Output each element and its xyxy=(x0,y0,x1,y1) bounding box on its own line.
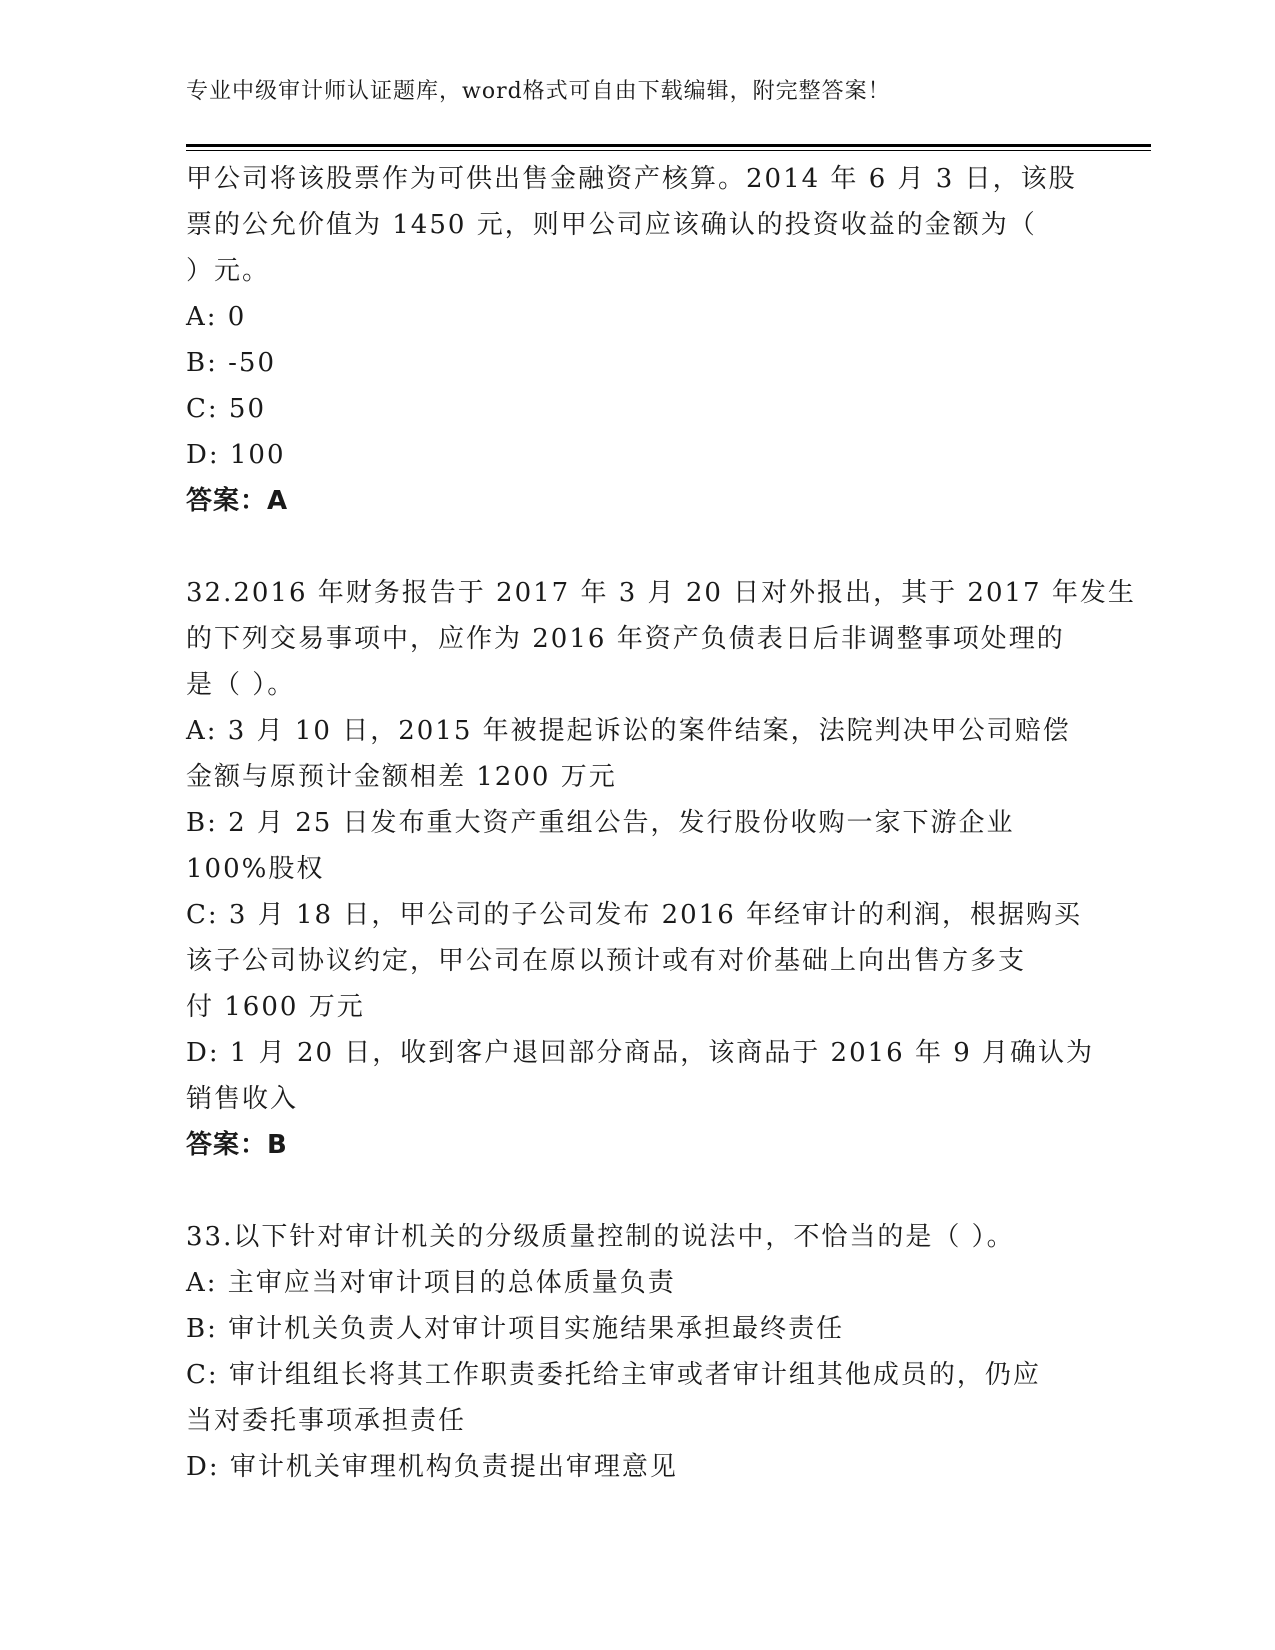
q31-option-d: D: 100 xyxy=(186,440,286,470)
q31-option-a: A: 0 xyxy=(186,302,247,332)
question-33 xyxy=(186,1214,1086,1490)
q32-option-d: D: 1 月 20 日，收到客户退回部分商品，该商品于 2016 年 9 月确认为 xyxy=(186,1038,1095,1068)
q33-option-a: A: 主审应当对审计项目的总体质量负责 xyxy=(186,1268,676,1298)
q32-option-b: B: 2 月 25 日发布重大资产重组公告，发行股份收购一家下游企业 xyxy=(186,808,1015,838)
q33-option-c-cont: 当对委托事项承担责任 xyxy=(186,1406,467,1436)
q31-stem-line: 票的公允价值为 1450 元，则甲公司应该确认的投资收益的金额为（ xyxy=(186,210,1037,240)
q33-option-b: B: 审计机关负责人对审计项目实施结果承担最终责任 xyxy=(186,1314,845,1344)
q33-option-d: D: 审计机关审理机构负责提出审理意见 xyxy=(186,1452,678,1482)
q32-stem-line: 是（ ）。 xyxy=(186,670,296,700)
header-divider-thick xyxy=(186,144,1151,147)
q33-stem-line: 33.以下针对审计机关的分级质量控制的说法中，不恰当的是（ ）。 xyxy=(186,1222,1015,1252)
q31-stem-line: 甲公司将该股票作为可供出售金融资产核算。2014 年 6 月 3 日，该股 xyxy=(186,164,1077,194)
q32-option-c: C: 3 月 18 日，甲公司的子公司发布 2016 年经审计的利润，根据购买 xyxy=(186,900,1083,930)
q32-option-a-cont: 金额与原预计金额相差 1200 万元 xyxy=(186,762,617,792)
q31-stem-line: ）元。 xyxy=(186,256,271,286)
q32-option-d-cont: 销售收入 xyxy=(186,1084,299,1114)
q32-option-c-cont: 该子公司协议约定，甲公司在原以预计或有对价基础上向出售方多支 xyxy=(186,946,1027,976)
q32-answer: 答案：B xyxy=(186,1130,288,1160)
q32-stem-line: 32.2016 年财务报告于 2017 年 3 月 20 日对外报出，其于 2017 年发生 xyxy=(186,578,1136,608)
q32-option-c-cont: 付 1600 万元 xyxy=(186,992,365,1022)
header-divider-thin xyxy=(186,150,1151,151)
q31-answer: 答案：A xyxy=(186,486,289,516)
q31-option-c: C: 50 xyxy=(186,394,267,424)
document-body xyxy=(186,156,1136,1490)
q33-option-c: C: 审计组组长将其工作职责委托给主审或者审计组其他成员的，仍应 xyxy=(186,1360,1041,1390)
q32-stem-line: 的下列交易事项中，应作为 2016 年资产负债表日后非调整事项处理的 xyxy=(186,624,1065,654)
spacer xyxy=(186,524,1086,570)
question-31 xyxy=(186,156,1086,524)
spacer xyxy=(186,1168,1086,1214)
q31-option-b: B: -50 xyxy=(186,348,276,378)
q32-option-b-cont: 100%股权 xyxy=(186,854,325,884)
q32-option-a: A: 3 月 10 日，2015 年被提起诉讼的案件结案，法院判决甲公司赔偿 xyxy=(186,716,1071,746)
page-header: 专业中级审计师认证题库，word格式可自由下载编辑，附完整答案！ xyxy=(186,79,891,104)
question-32 xyxy=(186,570,1136,1168)
